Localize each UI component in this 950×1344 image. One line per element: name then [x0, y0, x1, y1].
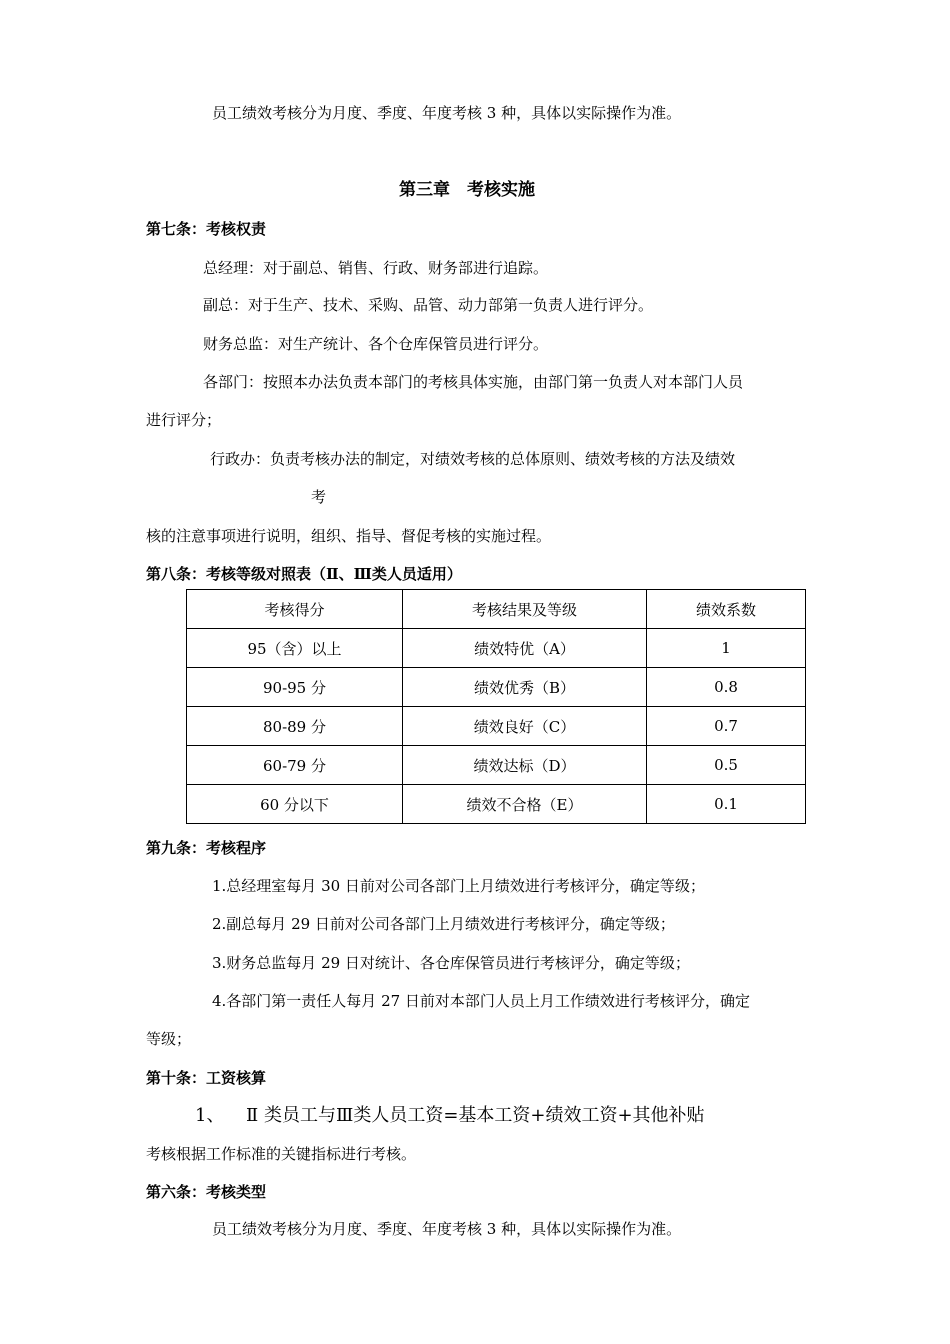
paragraph: 考 [311, 488, 327, 506]
table-cell: 60 分以下 [187, 785, 403, 824]
table-cell: 90-95 分 [187, 668, 403, 707]
paragraph: 1.总经理室每月 30 日前对公司各部门上月绩效进行考核评分，确定等级； [212, 877, 705, 895]
article-9-heading: 第九条：考核程序 [146, 839, 267, 857]
table-header-cell: 考核得分 [187, 590, 403, 629]
table-cell: 95（含）以上 [187, 629, 403, 668]
table-row [187, 629, 806, 668]
table-cell: 绩效达标（D） [403, 746, 647, 785]
paragraph: 副总：对于生产、技术、采购、品管、动力部第一负责人进行评分。 [203, 296, 654, 314]
article-8-heading: 第八条：考核等级对照表（Ⅱ、Ⅲ类人员适用） [146, 565, 462, 583]
table-header-row [187, 590, 806, 629]
table-header-cell: 考核结果及等级 [403, 590, 647, 629]
table-cell: 0.8 [647, 668, 806, 707]
article-7-heading: 第七条：考核权责 [146, 220, 267, 238]
chapter-title: 第三章 考核实施 [399, 180, 535, 200]
paragraph: 3.财务总监每月 29 日对统计、各仓库保管员进行考核评分，确定等级； [212, 954, 690, 972]
paragraph: 总经理：对于副总、销售、行政、财务部进行追踪。 [203, 259, 549, 277]
paragraph: 等级； [146, 1030, 192, 1048]
table-row [187, 785, 806, 824]
table-cell: 0.5 [647, 746, 806, 785]
paragraph: 考核根据工作标准的关键指标进行考核。 [146, 1145, 417, 1163]
table-cell: 绩效优秀（B） [403, 668, 647, 707]
salary-formula: Ⅱ 类员工与Ⅲ类人员工资=基本工资+绩效工资+其他补贴 [246, 1105, 705, 1126]
table-cell: 60-79 分 [187, 746, 403, 785]
table-cell: 80-89 分 [187, 707, 403, 746]
table-row [187, 707, 806, 746]
article-10-heading: 第十条：工资核算 [146, 1069, 267, 1087]
table-cell: 绩效良好（C） [403, 707, 647, 746]
table-row [187, 668, 806, 707]
paragraph: 财务总监：对生产统计、各个仓库保管员进行评分。 [203, 335, 549, 353]
table-cell: 绩效不合格（E） [403, 785, 647, 824]
article-6-heading: 第六条：考核类型 [146, 1183, 267, 1201]
table-cell: 绩效特优（A） [403, 629, 647, 668]
grade-table [186, 589, 806, 824]
formula-number: 1、 [195, 1105, 225, 1126]
paragraph: 4.各部门第一责任人每月 27 日前对本部门人员上月工作绩效进行考核评分，确定 [212, 992, 750, 1010]
table-row [187, 746, 806, 785]
paragraph: 员工绩效考核分为月度、季度、年度考核 3 种，具体以实际操作为准。 [212, 1220, 682, 1238]
table-cell: 1 [647, 629, 806, 668]
paragraph: 2.副总每月 29 日前对公司各部门上月绩效进行考核评分，确定等级； [212, 915, 675, 933]
paragraph: 进行评分； [146, 411, 222, 429]
table-cell: 0.1 [647, 785, 806, 824]
paragraph: 员工绩效考核分为月度、季度、年度考核 3 种，具体以实际操作为准。 [212, 104, 682, 122]
paragraph: 行政办：负责考核办法的制定，对绩效考核的总体原则、绩效考核的方法及绩效 [210, 450, 736, 468]
paragraph: 核的注意事项进行说明，组织、指导、督促考核的实施过程。 [146, 527, 552, 545]
table-cell: 0.7 [647, 707, 806, 746]
paragraph: 各部门：按照本办法负责本部门的考核具体实施，由部门第一负责人对本部门人员 [203, 373, 744, 391]
table-header-cell: 绩效系数 [647, 590, 806, 629]
